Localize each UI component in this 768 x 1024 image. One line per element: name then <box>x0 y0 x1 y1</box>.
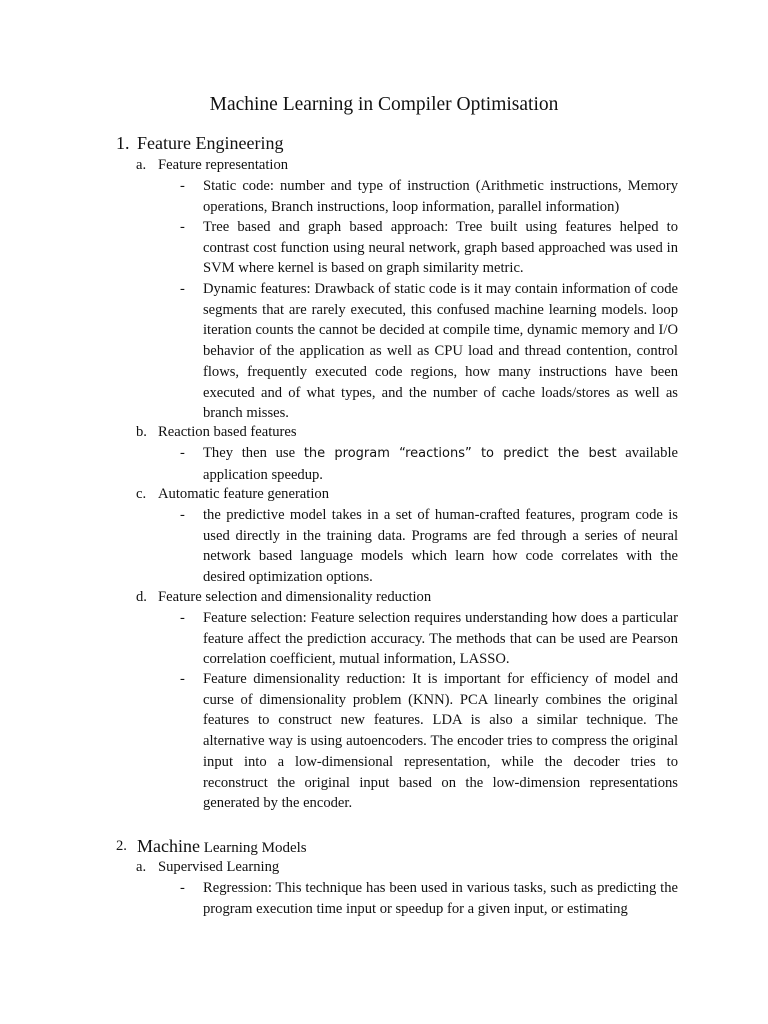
bullet-text: the predictive model takes in a set of human-crafted features, program code is used directly in the training data. Programs are fed through a series of neural network based language models which learn how code correlates with the desired optimization options. <box>203 507 678 586</box>
bullet-text: Dynamic features: Drawback of static code is it may contain information of code segments that are rarely executed, this confused machine learning models. loop iteration counts the cannot be decided at compile time, dynamic memory and I/O behavior of the application as well as CPU load and thread contention, control flows, frequently executed code regions, how many instructions have been executed and of what types, and the number of cache loads/stores as well as branch misses. <box>203 281 678 422</box>
bullet-dash: - <box>180 445 185 461</box>
section-number: 2. <box>116 838 127 854</box>
subsection-title: Automatic feature generation <box>158 486 329 502</box>
bullet-dash: - <box>180 219 185 235</box>
bullet-dash: - <box>180 671 185 687</box>
bullet-text-prefix: They then use <box>203 445 304 461</box>
subsection-title: Supervised Learning <box>158 859 280 875</box>
subsection-title: Feature selection and dimensionality reduction <box>158 589 432 605</box>
subsection-label: a. <box>136 157 147 173</box>
bullet-dash: - <box>180 281 185 297</box>
bullet-text: Regression: This technique has been used in various tasks, such as predicting the program execution time input or speedup for a given input, or estimating <box>203 880 678 917</box>
bullet-dash: - <box>180 880 185 896</box>
section-title-small: Learning Models <box>199 840 307 856</box>
subsection-label: b. <box>136 424 147 440</box>
subsection-title: Reaction based features <box>158 424 297 440</box>
subsection-label: d. <box>136 589 147 605</box>
bullet-text-mono: the program “reactions” to predict the best <box>303 446 617 461</box>
bullet-dash: - <box>180 178 185 194</box>
bullet-text: Feature dimensionality reduction: It is important for efficiency of model and curse of dimensionality problem (KNN). PCA linearly combines the original features to construct new features. LDA is also a similar technique. The alternative way is using autoencoders. The encoder tries to compress the original input into a low-dimensional representation, while the decoder tries to reconstruct the original input based on the low-dimension representations generated by the encoder. <box>203 671 678 812</box>
bullet-text: Static code: number and type of instruction (Arithmetic instructions, Memory operations, Branch instructions, loop information, parallel information) <box>203 178 678 215</box>
subsection-label: a. <box>136 859 147 875</box>
subsection-title: Feature representation <box>158 157 289 173</box>
bullet-dash: - <box>180 610 185 626</box>
bullet-text: Tree based and graph based approach: Tree built using features helped to contrast cost function using neural network, graph based approached was used in SVM where kernel is based on graph similarity metric. <box>203 219 678 277</box>
bullet-text: Feature selection: Feature selection requires understanding how does a particular feature affect the prediction accuracy. The methods that can be used are Pearson correlation coefficient, mutual information, LASSO. <box>203 610 678 668</box>
section-number: 1. <box>116 133 130 153</box>
subsection-label: c. <box>136 486 147 502</box>
section-title-big: Machine <box>137 836 200 856</box>
bullet-dash: - <box>180 507 185 523</box>
bullet-text <box>203 443 678 485</box>
section-title: Feature Engineering <box>137 133 284 153</box>
page-title: Machine Learning in Compiler Optimisation <box>209 94 559 115</box>
bullet-text-suffix: available application speedup. <box>203 445 678 483</box>
